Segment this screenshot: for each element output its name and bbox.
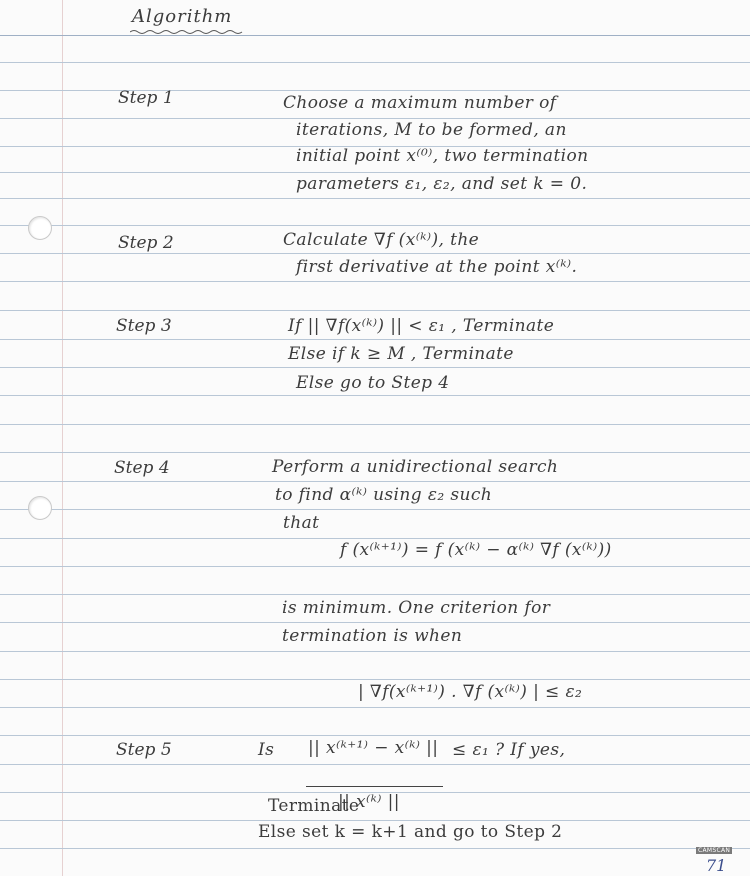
ruled-line: [0, 594, 750, 595]
ruled-line: [0, 538, 750, 539]
step-4-line: termination is when: [282, 626, 463, 646]
ruled-line: [0, 651, 750, 652]
step-2-label: Step 2: [118, 233, 174, 253]
step-1-line: initial point x⁽⁰⁾, two termination: [296, 146, 589, 166]
step-4-criterion: | ∇f(x⁽ᵏ⁺¹⁾) . ∇f (x⁽ᵏ⁾) | ≤ ε₂: [358, 682, 583, 702]
ruled-line: [0, 764, 750, 765]
step-5-numerator: || x⁽ᵏ⁺¹⁾ − x⁽ᵏ⁾ ||: [308, 738, 439, 758]
ruled-line: [0, 62, 750, 63]
ruled-line: [0, 198, 750, 199]
ruled-line: [0, 481, 750, 482]
ruled-line: [0, 253, 750, 254]
ruled-line: [0, 395, 750, 396]
step-4-label: Step 4: [114, 458, 170, 478]
ruled-line: [0, 424, 750, 425]
ruled-line: [0, 310, 750, 311]
step-4-line: Perform a unidirectional search: [272, 457, 559, 477]
step-5-condition: ≤ ε₁ ? If yes,: [452, 740, 566, 760]
step-5-label: Step 5: [116, 740, 172, 760]
ruled-line: [0, 90, 750, 91]
ruled-line: [0, 367, 750, 368]
ruled-line: [0, 622, 750, 623]
ruled-line: [0, 35, 750, 36]
ruled-line: [0, 339, 750, 340]
binder-hole: [28, 216, 52, 240]
step-2-line: Calculate ∇f (x⁽ᵏ⁾), the: [283, 230, 480, 250]
ruled-line: [0, 707, 750, 708]
title-underline: [130, 29, 245, 35]
step-4-line: to find α⁽ᵏ⁾ using ε₂ such: [275, 485, 493, 505]
ruled-line: [0, 281, 750, 282]
page-title: Algorithm: [132, 6, 233, 27]
ruled-line: [0, 225, 750, 226]
step-3-line: If || ∇f(x⁽ᵏ⁾) || < ε₁ , Terminate: [288, 316, 555, 336]
step-3-line: Else go to Step 4: [296, 373, 450, 393]
margin-line: [62, 0, 63, 876]
ruled-line: [0, 452, 750, 453]
step-4-line: is minimum. One criterion for: [282, 598, 551, 618]
ruled-line: [0, 848, 750, 849]
ruled-line: [0, 172, 750, 173]
binder-hole: [28, 496, 52, 520]
step-1-line: parameters ε₁, ε₂, and set k = 0.: [296, 174, 588, 194]
ruled-line: [0, 735, 750, 736]
step-4-equation: f (x⁽ᵏ⁺¹⁾) = f (x⁽ᵏ⁾ − α⁽ᵏ⁾ ∇f (x⁽ᵏ⁾)): [340, 540, 612, 560]
step-5-denominator: || x⁽ᵏ⁾ ||: [338, 792, 400, 812]
step-2-line: first derivative at the point x⁽ᵏ⁾.: [296, 257, 578, 277]
step-4-line: that: [283, 513, 320, 533]
ruled-line: [0, 679, 750, 680]
step-5-line: Terminate: [268, 796, 360, 816]
step-1-line: iterations, M to be formed, an: [296, 120, 567, 140]
step-1-label: Step 1: [118, 88, 174, 108]
fraction-bar: [306, 786, 443, 787]
ruled-line: [0, 820, 750, 821]
step-5-is: Is: [258, 740, 275, 760]
ruled-line: [0, 566, 750, 567]
scanner-badge: CAMSCAN: [698, 847, 731, 854]
step-1-line: Choose a maximum number of: [283, 93, 557, 113]
page-number: 71: [706, 856, 727, 875]
step-5-line: Else set k = k+1 and go to Step 2: [258, 822, 563, 842]
step-3-line: Else if k ≥ M , Terminate: [288, 344, 514, 364]
step-3-label: Step 3: [116, 316, 172, 336]
ruled-line: [0, 118, 750, 119]
ruled-line: [0, 509, 750, 510]
